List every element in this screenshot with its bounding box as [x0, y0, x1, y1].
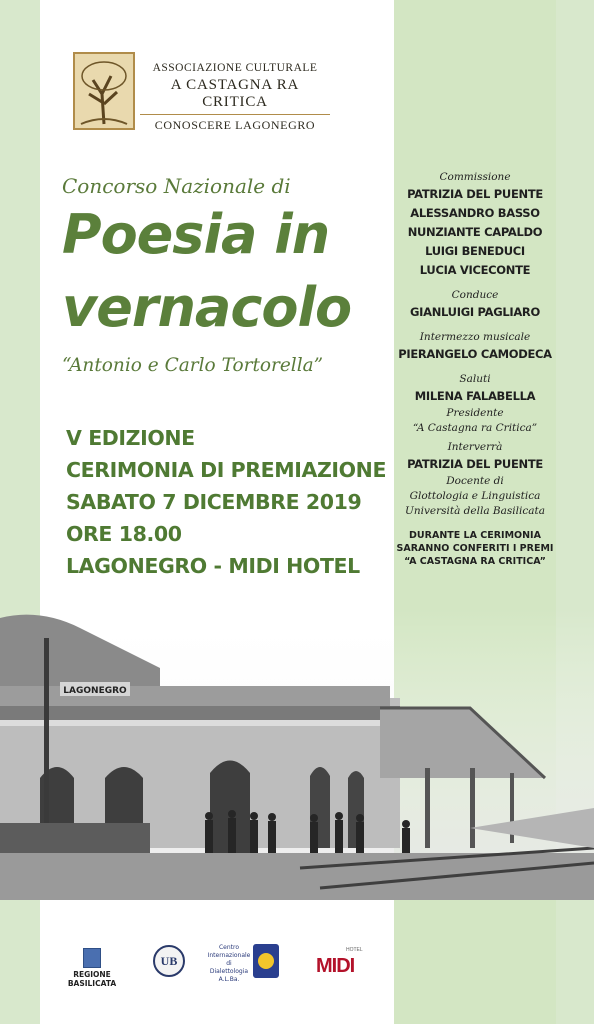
event-date: SABATO 7 DICEMBRE 2019	[66, 490, 362, 514]
commission-member: PATRIZIA DEL PUENTE	[407, 187, 543, 201]
event-time: ORE 18.00	[66, 522, 182, 546]
speaker-role-2: Glottologia e Linguistica	[409, 490, 541, 502]
commission-member: LUCIA VICECONTE	[419, 263, 531, 277]
speaker-role-1: Docente di	[446, 475, 504, 487]
station-sign: LAGONEGRO	[63, 686, 127, 696]
centro-line-5: A.L.Ba.	[218, 976, 240, 983]
closing-line-3: “A CASTAGNA RA CRITICA”	[404, 556, 546, 567]
title-line-1: Poesia in	[62, 203, 330, 266]
dedication: “Antonio e Carlo Tortorella”	[62, 355, 324, 376]
title-line-2: vernacolo	[62, 276, 352, 339]
speaker-role-3: Università della Basilicata	[404, 505, 545, 517]
centro-line-3: di	[226, 960, 232, 967]
university-seal: UB	[153, 945, 185, 977]
hotel-word: HOTEL	[346, 947, 363, 953]
association-line-1: ASSOCIAZIONE CULTURALE	[152, 62, 318, 74]
association-logo	[73, 52, 135, 130]
regione-basilicata-label: REGIONE BASILICATA	[67, 970, 117, 988]
event-details	[66, 422, 386, 582]
greetings-label: Saluti	[459, 373, 491, 385]
ceremony: CERIMONIA DI PREMIAZIONE	[66, 458, 387, 482]
association-line-3: CONOSCERE LAGONEGRO	[154, 118, 316, 132]
midi-hotel-logo: MIDI	[316, 955, 355, 977]
station-photo	[0, 608, 594, 900]
contest-subtitle: Concorso Nazionale di	[62, 174, 291, 198]
program-column	[396, 170, 554, 568]
edition: V EDIZIONE	[66, 426, 195, 450]
music-label: Intermezzo musicale	[419, 331, 531, 343]
centro-line-2: Internazionale	[207, 952, 251, 959]
speaker-label: Interverrà	[447, 441, 503, 453]
host-label: Conduce	[451, 289, 499, 301]
commission-member: LUIGI BENEDUCI	[425, 244, 525, 258]
music-name: PIERANGELO CAMODECA	[398, 347, 552, 361]
speaker-name: PATRIZIA DEL PUENTE	[407, 457, 543, 471]
regione-basilicata-emblem	[83, 948, 101, 968]
host-name: GIANLUIGI PAGLIARO	[410, 305, 540, 319]
greetings-role: Presidente	[446, 407, 504, 419]
association-line-2: A CASTAGNA RA CRITICA	[140, 77, 330, 115]
greetings-org: “A Castagna ra Critica”	[412, 422, 538, 434]
centro-line-4: Dialettologia	[209, 968, 249, 975]
association-name	[140, 62, 330, 133]
closing-line-2: SARANNO CONFERITI I PREMI	[396, 543, 554, 554]
closing-line-1: DURANTE LA CERIMONIA	[409, 530, 541, 541]
greetings-name: MILENA FALABELLA	[414, 389, 536, 403]
commission-member: ALESSANDRO BASSO	[410, 206, 540, 220]
commission-label: Commissione	[439, 171, 511, 183]
commission-member: NUNZIANTE CAPALDO	[407, 225, 543, 239]
centro-dialettologia-label	[207, 944, 251, 984]
centro-line-1: Centro	[218, 944, 240, 951]
event-place: LAGONEGRO - MIDI HOTEL	[66, 554, 360, 578]
centro-dialettologia-logo	[253, 944, 279, 978]
